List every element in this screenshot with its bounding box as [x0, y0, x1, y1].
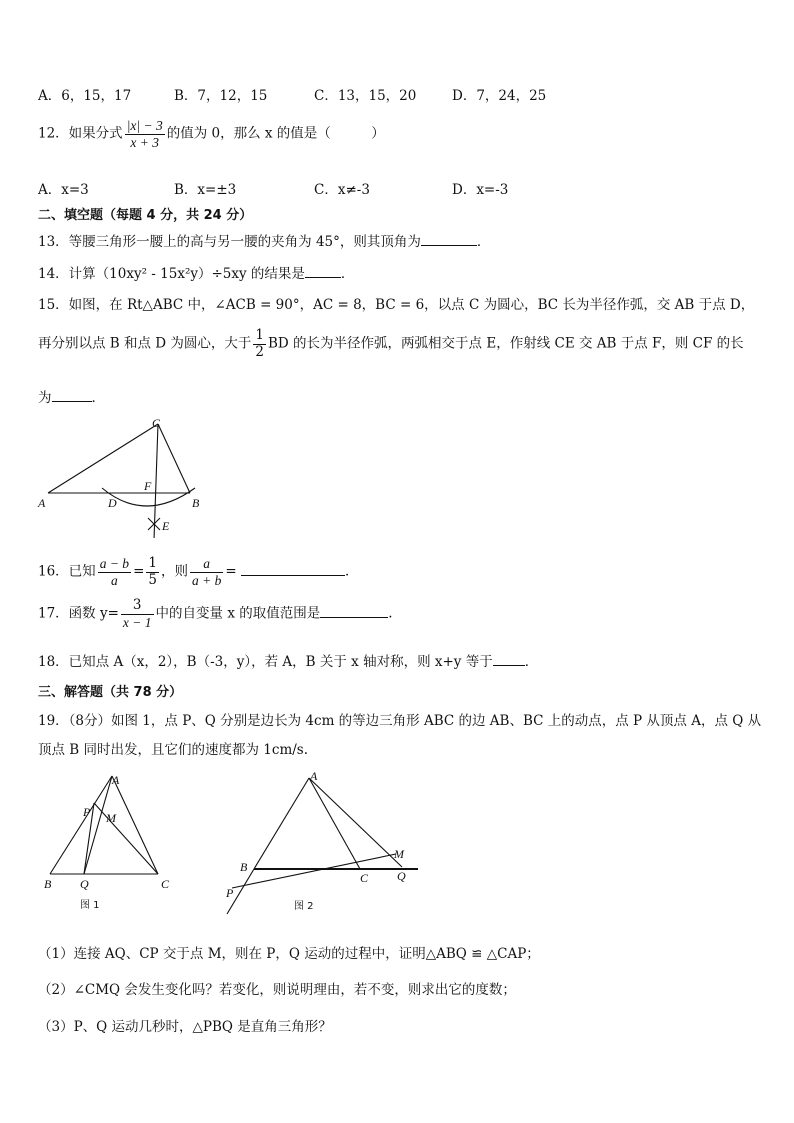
q19-line-1: 19．（8分）如图 1，点 P、Q 分别是边长为 4cm 的等边三角形 ABC 的边 AB、BC 上的动点，点 P 从顶点 A，点 Q 从 — [38, 713, 762, 729]
q11-option-a: A．6，15，17 — [38, 88, 132, 104]
q13-text: 13．等腰三角形一腰上的高与另一腰的夹角为 45°，则其顶角为 — [38, 234, 421, 250]
q15-line-2 — [38, 328, 744, 360]
q15-frac-den: 2 — [255, 343, 265, 360]
q11-option-c: C．13，15，20 — [314, 88, 417, 104]
q17-frac-den: x − 1 — [122, 614, 152, 630]
q15-line-1: 15．如图，在 Rt△ABC 中，∠ACB = 90°，AC = 8，BC = 6，以点 C 为圆心，BC 长为半径作弧，交 AB 于点 D， — [38, 297, 755, 313]
fig2-segment-pm — [232, 854, 396, 888]
q16-f2-num: 1 — [148, 555, 157, 571]
fig1-side-ac — [112, 776, 158, 874]
label-b: B — [192, 496, 200, 510]
question-17: 17．函数 y= $\frac{3}{x - 1}$ 中的自变量 x 的取值范围是 . — [38, 597, 393, 630]
label-f: F — [144, 479, 152, 493]
question-12 — [38, 118, 385, 150]
side-ac — [48, 424, 158, 493]
q14-blank[interactable] — [305, 263, 341, 278]
label-d: D — [108, 496, 117, 510]
q17-prefix: 17．函数 y= — [38, 605, 119, 622]
q16-blank[interactable] — [241, 561, 345, 576]
q15-line-2b: BD 的长为半径作弧，两弧相交于点 E，作射线 CE 交 AB 于点 F，则 CF 的长 — [268, 335, 744, 352]
q16-mid: ，则 — [160, 563, 188, 580]
q16-f2-den: 5 — [148, 571, 157, 588]
q19-sub-2: （2）∠CMQ 会发生变化吗？若变化，则说明理由，若不变，则求出它的度数； — [38, 982, 516, 998]
q15-line-3-text: 为 — [38, 390, 52, 406]
q15-figure — [30, 412, 220, 538]
q16-eq2: = — [225, 563, 237, 580]
q19-figure-1 — [36, 770, 186, 916]
section-2-title: 二、填空题（每题 4 分，共 24 分） — [38, 208, 253, 223]
q15-frac-num: 1 — [255, 327, 265, 343]
q16-prefix: 16．已知 — [38, 563, 96, 580]
q16-f1-den: a — [111, 572, 118, 588]
q17-fraction — [121, 598, 154, 630]
q16-fraction-3 — [190, 556, 223, 588]
label-c: C — [152, 416, 161, 430]
q16-fraction-2 — [146, 556, 159, 588]
q12-prefix: 12．如果分式 — [38, 125, 123, 142]
fig2-side-ac — [309, 778, 360, 869]
fig2-side-ab — [254, 778, 309, 869]
q11-option-b: B．7，12，15 — [174, 88, 268, 104]
question-13: 13．等腰三角形一腰上的高与另一腰的夹角为 45°，则其顶角为 ． — [38, 230, 490, 250]
q16-f3-num: a — [190, 556, 223, 573]
q12-option-a: A．x=3 — [38, 182, 89, 198]
fig2-caption: 图 2 — [294, 901, 314, 912]
q11-option-d: D．7，24，25 — [452, 88, 547, 104]
fig1-label-a: A — [112, 773, 120, 787]
q15-line-3: 为 ． — [38, 386, 105, 406]
q12-fraction — [125, 118, 165, 150]
q13-blank[interactable] — [421, 231, 477, 246]
q16-eq: = — [133, 563, 145, 580]
q15-fraction — [253, 328, 266, 360]
side-bc — [158, 424, 190, 493]
label-e: E — [162, 519, 170, 533]
q18-blank[interactable] — [493, 651, 525, 666]
q17-suffix: 中的自变量 x 的取值范围是 — [155, 605, 321, 622]
q18-text: 18．已知点 A（x，2），B（-3，y），若 A，B 关于 x 轴对称，则 x+y 等于 — [38, 654, 493, 670]
q15-blank[interactable] — [52, 387, 92, 402]
q16-fraction-1 — [98, 556, 131, 588]
q12-option-d: D．x=-3 — [452, 182, 509, 198]
fig1-segment-cp — [94, 803, 158, 874]
section-3-title: 三、解答题（共 78 分） — [38, 685, 183, 700]
q12-option-c: C．x≠-3 — [314, 182, 370, 198]
fig1-label-q: Q — [80, 877, 89, 891]
fig2-label-m: M — [394, 847, 404, 861]
q15-line-2a: 再分别以点 B 和点 D 为圆心，大于 — [38, 335, 252, 352]
q12-frac-den: x + 3 — [130, 134, 159, 150]
fig2-segment-aq — [309, 778, 402, 867]
fig2-label-p: P — [226, 886, 234, 900]
question-14: 14．计算（10xy² - 15x²y）÷5xy 的结果是 ． — [38, 262, 354, 282]
q12-frac-num: |x| − 3 — [126, 118, 163, 133]
q12-suffix: 的值为 0，那么 x 的值是（ ） — [166, 125, 385, 142]
question-18: 18．已知点 A（x，2），B（-3，y），若 A，B 关于 x 轴对称，则 x+y 等于 ． — [38, 650, 538, 670]
q12-option-b: B．x=±3 — [174, 182, 237, 198]
label-a: A — [38, 496, 46, 510]
fig1-label-m: M — [106, 811, 116, 825]
q19-sub-1: （1）连接 AQ、CP 交于点 M，则在 P，Q 运动的过程中，证明△ABQ ≌ △CAP； — [38, 946, 540, 962]
fig2-label-c: C — [360, 871, 369, 885]
fig1-label-c: C — [161, 877, 170, 891]
question-16: 16．已知 $\frac{a - b}{a}$ = $\frac{1}{5}$ ，则 $\frac{a}{a + b}$ = ． — [38, 555, 359, 588]
q17-blank[interactable] — [320, 603, 388, 618]
q17-frac-num: 3 — [121, 598, 154, 615]
fig1-caption: 图 1 — [80, 900, 100, 911]
q14-text: 14．计算（10xy² - 15x²y）÷5xy 的结果是 — [38, 266, 305, 282]
fig1-side-ab — [50, 776, 112, 874]
fig2-label-b: B — [240, 860, 248, 874]
q19-sub-3: （3）P、Q 运动几秒时，△PBQ 是直角三角形？ — [38, 1019, 332, 1035]
fig1-label-b: B — [44, 877, 52, 891]
q19-figure-2 — [222, 766, 422, 916]
fig1-label-p: P — [83, 805, 91, 819]
q16-f1-num: a − b — [99, 556, 130, 571]
fig2-label-q: Q — [397, 869, 406, 883]
fig2-label-a: A — [310, 769, 318, 783]
q16-f3-den: a + b — [191, 572, 222, 588]
q19-line-2: 顶点 B 同时出发，且它们的速度都为 1cm/s. — [38, 742, 309, 758]
fig1-segment-aq — [84, 776, 112, 874]
